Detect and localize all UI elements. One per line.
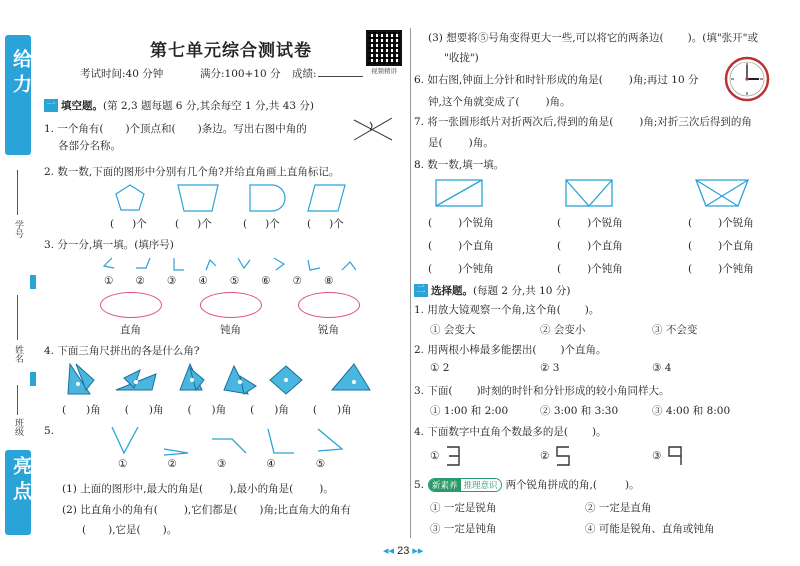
section2-note: (每题 2 分,共 10 分) — [473, 285, 571, 297]
q-text: )。(填"张开"或 — [687, 32, 759, 44]
q-text: 1. 一个角有( — [44, 123, 104, 135]
question-1-2: 2. 数一数,下面的图形中分别有几个角?并给直角画上直角标记。 — [44, 166, 340, 178]
score-field[interactable] — [318, 76, 363, 77]
parallelogram-shape — [308, 185, 345, 211]
q8-row: ( )个锐角 — [428, 217, 494, 229]
unit: 个锐角 — [462, 217, 494, 229]
unit: )角 — [86, 404, 101, 416]
q2-3-option-2[interactable]: ② 3:00 和 3:30 — [540, 405, 619, 417]
q-text: )角。 — [545, 96, 571, 108]
trapezoid-shape — [178, 185, 218, 211]
q2-4-option-1[interactable]: ① — [430, 450, 440, 462]
pentagon-shape — [116, 185, 144, 210]
q8-row: ( )个直角 — [688, 240, 754, 252]
num: ① — [118, 458, 128, 470]
q2-5-option-4[interactable]: ④ 可能是锐角、直角或钝角 — [585, 523, 715, 535]
q2-1-option-3[interactable]: ③ 不会变 — [652, 324, 698, 336]
q-text: )。 — [625, 479, 640, 491]
q2-1-option-1[interactable]: ① 会变大 — [430, 324, 476, 336]
num: ① — [104, 275, 114, 287]
badge-left: 新素养 — [429, 479, 461, 491]
q-text: 1. 用放大镜观察一个角,这个角( — [414, 304, 561, 316]
question-2-2 — [414, 342, 607, 357]
q8-group-1 — [428, 212, 494, 281]
page-title: 第七单元综合测试卷 — [150, 41, 312, 61]
num: ⑦ — [292, 275, 302, 287]
q2-4-digits — [445, 444, 695, 468]
brand-top-text: 给力 — [10, 49, 32, 99]
q2-answer-1: ( )个 — [110, 218, 147, 230]
qr-code[interactable] — [366, 30, 402, 66]
clock-face — [724, 56, 770, 102]
q2-answer-4: ( )个 — [307, 218, 344, 230]
category-right-angle: 直角 — [120, 324, 141, 336]
q2-answer-3: ( )个 — [243, 218, 280, 230]
q2-2-option-3[interactable]: ③ 4 — [652, 362, 672, 374]
brand-badge-top — [5, 35, 31, 155]
label-name: 姓名 — [13, 345, 23, 363]
badge-right: 推理意识 — [461, 479, 501, 491]
q-text: )角;对折三次后得到的角 — [639, 116, 752, 128]
category-obtuse: 钝角 — [220, 324, 241, 336]
q-text: ),最小的角是( — [229, 483, 294, 495]
q2-1-option-2[interactable]: ② 会变小 — [540, 324, 586, 336]
question-2-3 — [414, 383, 670, 398]
q-text: )。 — [319, 483, 334, 495]
q2-4-option-2[interactable]: ② — [540, 450, 550, 462]
section1-title: 填空题。 — [61, 100, 103, 112]
q-text: )角。 — [468, 137, 494, 149]
q-text: )。 — [591, 426, 607, 438]
q-text: 是( — [428, 137, 443, 149]
section1-note: (第 2,3 题每题 6 分,其余每空 1 分,共 43 分) — [103, 100, 314, 112]
exam-time: 考试时间:40 分钟 — [80, 68, 164, 80]
score-label: 成绩: — [292, 68, 317, 80]
q8-row: ( )个锐角 — [688, 217, 754, 229]
num: ④ — [198, 275, 208, 287]
question-2-5 — [414, 477, 640, 492]
q2-4-option-3[interactable]: ③ — [652, 450, 662, 462]
d-shape — [250, 185, 285, 211]
q2-2-option-1[interactable]: ① 2 — [430, 362, 450, 374]
binding-margin — [0, 0, 38, 566]
q8-group-2 — [557, 212, 623, 281]
category-acute: 锐角 — [318, 324, 339, 336]
unit: )角 — [211, 404, 227, 416]
q-text: )个顶点和( — [125, 123, 176, 135]
q-text: ),它是( — [108, 524, 141, 536]
num: ② — [135, 275, 145, 287]
q2-5-option-2[interactable]: ② 一定是直角 — [585, 502, 652, 514]
full-score: 满分:100+10 分 — [200, 68, 281, 80]
q-text: 3. 下面( — [414, 385, 453, 397]
q2-2-option-2[interactable]: ② 3 — [540, 362, 560, 374]
section2-number: 二 — [414, 284, 428, 297]
question-1-6 — [414, 72, 698, 87]
unit: )个 — [197, 218, 212, 230]
page-number — [383, 544, 423, 557]
question-1-1-cont: 各部分名称。 — [58, 140, 121, 152]
unit: 个钝角 — [591, 263, 623, 275]
section1-header — [44, 98, 314, 113]
question-1-5-2 — [62, 502, 351, 517]
q5-angles — [108, 425, 358, 457]
answer-oval-obtuse[interactable] — [200, 292, 262, 318]
q2-3-option-3[interactable]: ③ 4:00 和 8:00 — [652, 405, 731, 417]
unit: 个直角 — [591, 240, 623, 252]
binding-marker — [30, 372, 36, 386]
unit: 个钝角 — [462, 263, 494, 275]
unit: 个钝角 — [722, 263, 754, 275]
unit: )角 — [274, 404, 289, 416]
num: ③ — [216, 458, 227, 470]
unit: )角 — [336, 404, 352, 416]
q-text: )条边。写出右图中角的 — [197, 123, 307, 135]
q2-5-option-1[interactable]: ① 一定是锐角 — [430, 502, 497, 514]
binding-marker — [30, 275, 36, 289]
q-text: )个直角。 — [560, 344, 607, 356]
q2-5-option-3[interactable]: ③ 一定是钝角 — [430, 523, 497, 535]
question-1-4: 4. 下面三角尺拼出的各是什么角? — [44, 345, 200, 357]
q-text: 6. 如右图,钟面上分针和时针形成的角是( — [414, 74, 603, 86]
answer-oval-acute[interactable] — [298, 292, 360, 318]
section2-header — [414, 283, 570, 298]
qr-caption: 视频精讲 — [371, 67, 397, 75]
q8-row: ( )个钝角 — [688, 263, 754, 275]
label-class: 班级 — [13, 418, 23, 436]
digit-3 — [447, 447, 459, 465]
q-text: (1) 上面的图形中,最大的角是( — [62, 483, 204, 495]
digit-9 — [669, 447, 681, 465]
q2-shapes — [110, 183, 360, 215]
question-1-5-2-cont — [82, 522, 177, 537]
section2-title: 选择题。 — [431, 285, 473, 297]
answer-oval-right-angle[interactable] — [100, 292, 162, 318]
q4-answers: ( )角 ( )角 ( )角 ( )角 ( )角 — [62, 404, 352, 416]
question-1-8: 8. 数一数,填一填。 — [414, 159, 505, 171]
q8-group-3 — [688, 212, 754, 281]
q-text: 5. — [414, 478, 425, 491]
unit: 个直角 — [462, 240, 494, 252]
q-text: (2) 比直角小的角有( — [62, 504, 158, 516]
q-text: )角;比直角大的角有 — [259, 504, 351, 516]
q-text: 4. 下面数字中直角个数最多的是( — [414, 426, 568, 438]
angle-diagram — [348, 110, 398, 146]
brand-bottom-text: 亮点 — [10, 456, 32, 506]
q8-row: ( )个钝角 — [428, 263, 494, 275]
question-1-7-cont — [428, 135, 494, 150]
unit: 个锐角 — [591, 217, 623, 229]
digit-5 — [557, 447, 569, 465]
column-divider — [410, 28, 411, 538]
question-1-7 — [414, 114, 752, 129]
line-name — [17, 295, 18, 340]
num: ⑤ — [229, 275, 240, 287]
q-text: ),它们都是( — [183, 504, 238, 516]
question-1-5-3-cont: "收拢") — [444, 52, 479, 64]
q2-3-option-1[interactable]: ① 1:00 和 2:00 — [430, 405, 509, 417]
unit: 个锐角 — [722, 217, 754, 229]
q3-angles — [100, 256, 370, 274]
question-2-1 — [414, 302, 599, 317]
q-text: )。 — [584, 304, 600, 316]
unit: )个 — [265, 218, 280, 230]
literacy-badge — [428, 478, 502, 492]
unit: )个 — [132, 218, 147, 230]
q-text: )角;再过 10 分 — [628, 74, 699, 86]
q5-numbers — [118, 458, 325, 470]
q-text: (3) 想要将⑤号角变得更大一些,可以将它的两条边( — [428, 32, 664, 44]
question-1-5: 5. — [44, 425, 55, 437]
line-student-id — [17, 170, 18, 215]
page-number-value: 23 — [397, 545, 410, 557]
num: ⑤ — [315, 458, 326, 470]
q3-numbers — [104, 275, 333, 287]
label-student-id: 学号 — [13, 220, 23, 238]
q-text: 2. 用两根小棒最多能摆出( — [414, 344, 537, 356]
q-text: )。 — [162, 524, 178, 536]
q-text: 两个锐角拼成的角,( — [505, 479, 597, 491]
num: ⑥ — [261, 275, 271, 287]
prev-arrow-icon: ◂◂ — [383, 545, 398, 557]
unit: 个直角 — [722, 240, 754, 252]
q-text: 钟,这个角就变成了( — [428, 96, 520, 108]
q8-row: ( )个直角 — [428, 240, 494, 252]
question-1-1 — [44, 121, 307, 136]
q-text: ( — [82, 524, 87, 536]
question-1-3: 3. 分一分,填一填。(填序号) — [44, 239, 174, 251]
q2-answer-2: ( )个 — [175, 218, 212, 230]
question-1-5-1 — [62, 481, 334, 496]
question-1-6-cont — [428, 94, 571, 109]
unit: )个 — [329, 218, 344, 230]
q8-row: ( )个直角 — [557, 240, 623, 252]
q-text: )时刻的时针和分针形成的较小角同样大。 — [476, 385, 670, 397]
brand-badge-bottom — [5, 450, 31, 535]
num: ③ — [166, 275, 177, 287]
question-1-5-3 — [428, 30, 758, 45]
num: ④ — [266, 458, 276, 470]
q4-set-squares — [64, 360, 384, 396]
q-text: 7. 将一张圆形纸片对折两次后,得到的角是( — [414, 116, 614, 128]
line-class — [17, 385, 18, 415]
unit: )角 — [148, 404, 164, 416]
next-arrow-icon: ▸▸ — [409, 545, 424, 557]
num: ⑧ — [323, 275, 334, 287]
q8-row: ( )个钝角 — [557, 263, 623, 275]
num: ② — [167, 458, 177, 470]
question-2-4 — [414, 424, 607, 439]
q8-figures — [434, 178, 764, 208]
section1-number: 一 — [44, 99, 58, 112]
q8-row: ( )个锐角 — [557, 217, 623, 229]
